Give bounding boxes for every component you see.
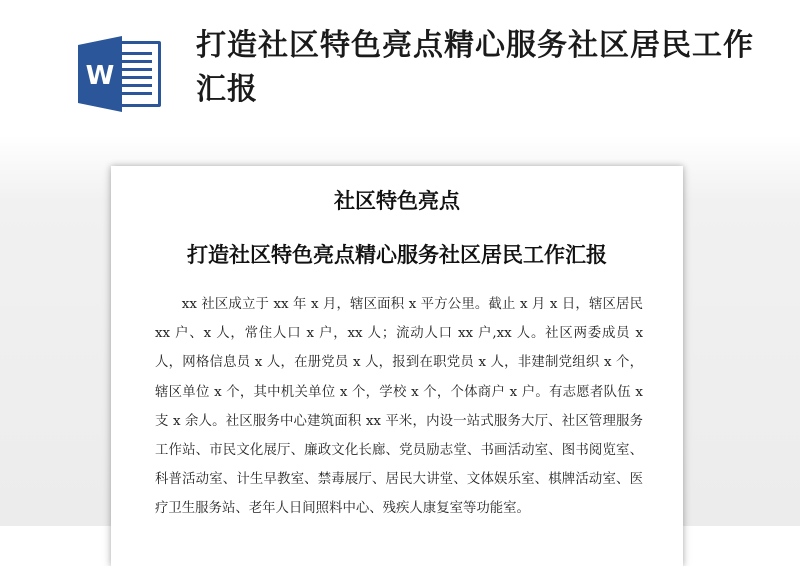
word-icon-line <box>120 84 152 87</box>
word-document-icon <box>76 33 164 115</box>
word-icon-letter: W <box>85 61 115 91</box>
header <box>0 0 800 140</box>
document-heading: 社区特色亮点 <box>334 189 460 213</box>
page-title: 打造社区特色亮点精心服务社区居民工作汇报 <box>196 28 754 107</box>
word-icon-line <box>120 68 152 71</box>
word-icon-line <box>120 92 152 95</box>
word-icon-line <box>120 52 152 55</box>
document-title: 打造社区特色亮点精心服务社区居民工作汇报 <box>187 243 607 267</box>
word-icon-line <box>120 60 152 63</box>
word-icon-line <box>120 76 152 79</box>
document-body-paragraph: xx 社区成立于 xx 年 x 月，辖区面积 x 平方公里。截止 x 月 x 日，辖区居民 xx 户、x 人，常住人口 x 户，xx 人；流动人口 xx 户,xx 人。社区两委成员 x 人，网格信息员 x 人，在册党员 x 人，报到在职党员 x 人，非建制党组织 x 个，辖区单位 x 个，其中机关单位 x 个，学校 x 个，个体商户 x 户。有志愿者队伍 x 支 x 余人。社区服务中心建筑面积 xx 平米，内设一站式服务大厅、社区管理服务工作站、市民文化展厅、廉政文化长廊、党员励志堂、书画活动室、图书阅览室、科普活动室、计生早教室、禁毒展厅、居民大讲堂、文体娱乐室、棋牌活动室、医疗卫生服务站、老年人日间照料中心、残疾人康复室等功能室。 <box>155 297 643 517</box>
document-page <box>111 166 683 566</box>
